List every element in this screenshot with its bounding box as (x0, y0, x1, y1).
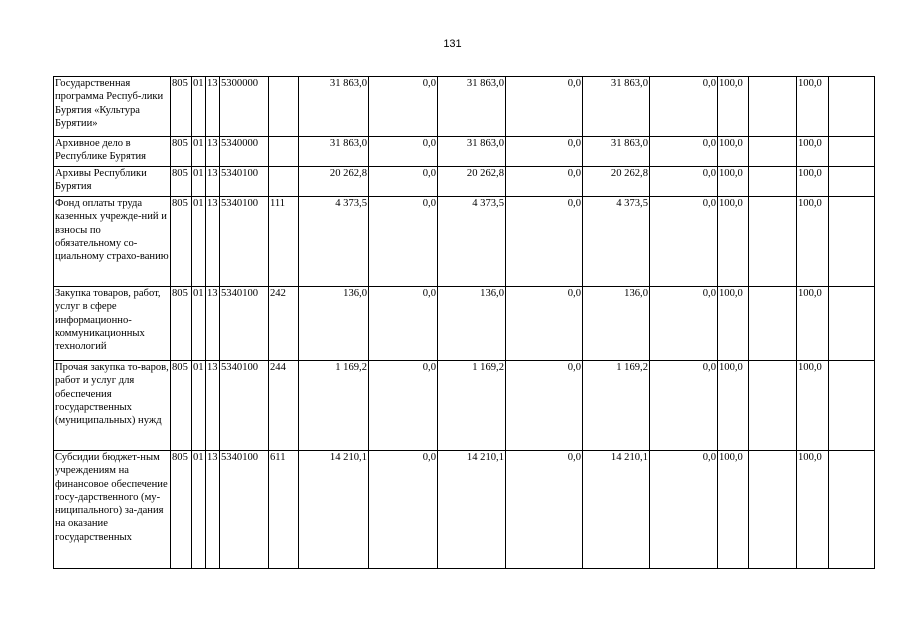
adjusted-amount: 1 169,2 (438, 361, 506, 451)
approved-amount: 31 863,0 (299, 77, 369, 137)
executed-federal-amount: 0,0 (650, 137, 718, 167)
table-row (54, 451, 875, 569)
expense-type-code: 111 (269, 197, 299, 287)
approved-amount: 4 373,5 (299, 197, 369, 287)
section-code: 01 (192, 287, 206, 361)
adjusted-federal-amount: 0,0 (506, 137, 583, 167)
execution-percent: 100,0 (718, 287, 749, 361)
adjusted-federal-amount: 0,0 (506, 287, 583, 361)
execution-percent: 100,0 (718, 451, 749, 569)
table-row (54, 167, 875, 197)
adjusted-amount: 14 210,1 (438, 451, 506, 569)
executed-amount: 31 863,0 (583, 77, 650, 137)
subsection-code: 13 (206, 451, 220, 569)
executed-federal-amount: 0,0 (650, 167, 718, 197)
subsection-code: 13 (206, 77, 220, 137)
approved-federal-amount: 0,0 (369, 77, 438, 137)
ved-code: 805 (171, 361, 192, 451)
adjusted-federal-amount: 0,0 (506, 197, 583, 287)
execution-percent: 100,0 (718, 77, 749, 137)
executed-amount: 136,0 (583, 287, 650, 361)
execution-federal-percent (749, 361, 797, 451)
row-name: Фонд оплаты труда казенных учрежде-ний и взносы по обязательному со-циальному страхо-ванию (54, 197, 171, 287)
executed-amount: 14 210,1 (583, 451, 650, 569)
subsection-code: 13 (206, 361, 220, 451)
approved-amount: 20 262,8 (299, 167, 369, 197)
executed-amount: 31 863,0 (583, 137, 650, 167)
execution-federal-percent (749, 137, 797, 167)
row-name: Закупка товаров, работ, услуг в сфере информационно-коммуникационных технологий (54, 287, 171, 361)
execution-percent: 100,0 (718, 197, 749, 287)
subsection-code: 13 (206, 287, 220, 361)
execution-percent: 100,0 (718, 361, 749, 451)
expense-type-code (269, 77, 299, 137)
table-row (54, 287, 875, 361)
adjusted-federal-amount: 0,0 (506, 451, 583, 569)
adjusted-federal-amount: 0,0 (506, 167, 583, 197)
adjusted-amount: 31 863,0 (438, 137, 506, 167)
subsection-code: 13 (206, 197, 220, 287)
execution-percent-adjusted: 100,0 (797, 77, 829, 137)
executed-federal-amount: 0,0 (650, 197, 718, 287)
execution-federal-percent (749, 451, 797, 569)
empty-cell (829, 451, 875, 569)
execution-percent: 100,0 (718, 167, 749, 197)
ved-code: 805 (171, 197, 192, 287)
empty-cell (829, 361, 875, 451)
execution-percent-adjusted: 100,0 (797, 137, 829, 167)
empty-cell (829, 167, 875, 197)
execution-federal-percent (749, 167, 797, 197)
table-row (54, 137, 875, 167)
approved-amount: 136,0 (299, 287, 369, 361)
execution-federal-percent (749, 197, 797, 287)
ved-code: 805 (171, 137, 192, 167)
subsection-code: 13 (206, 167, 220, 197)
executed-federal-amount: 0,0 (650, 287, 718, 361)
approved-amount: 1 169,2 (299, 361, 369, 451)
page-number: 131 (443, 38, 462, 50)
approved-federal-amount: 0,0 (369, 137, 438, 167)
row-name: Государственная программа Респуб-лики Бурятия «Культура Бурятии» (54, 77, 171, 137)
approved-federal-amount: 0,0 (369, 287, 438, 361)
adjusted-amount: 20 262,8 (438, 167, 506, 197)
ved-code: 805 (171, 77, 192, 137)
expense-type-code (269, 137, 299, 167)
executed-federal-amount: 0,0 (650, 77, 718, 137)
execution-percent-adjusted: 100,0 (797, 287, 829, 361)
empty-cell (829, 287, 875, 361)
section-code: 01 (192, 77, 206, 137)
expense-type-code: 242 (269, 287, 299, 361)
execution-percent-adjusted: 100,0 (797, 167, 829, 197)
executed-amount: 1 169,2 (583, 361, 650, 451)
target-article-code: 5340100 (220, 197, 269, 287)
executed-federal-amount: 0,0 (650, 361, 718, 451)
target-article-code: 5340100 (220, 287, 269, 361)
row-name: Архивы Республики Бурятия (54, 167, 171, 197)
target-article-code: 5340100 (220, 451, 269, 569)
executed-federal-amount: 0,0 (650, 451, 718, 569)
ved-code: 805 (171, 167, 192, 197)
adjusted-amount: 31 863,0 (438, 77, 506, 137)
expense-type-code: 611 (269, 451, 299, 569)
approved-federal-amount: 0,0 (369, 197, 438, 287)
empty-cell (829, 77, 875, 137)
section-code: 01 (192, 167, 206, 197)
row-name: Субсидии бюджет-ным учреждениям на финансовое обеспечение госу-дарственного (му-ниципального) за-дания на оказание государственных (54, 451, 171, 569)
table-row (54, 361, 875, 451)
execution-percent: 100,0 (718, 137, 749, 167)
adjusted-amount: 136,0 (438, 287, 506, 361)
ved-code: 805 (171, 287, 192, 361)
approved-federal-amount: 0,0 (369, 167, 438, 197)
executed-amount: 20 262,8 (583, 167, 650, 197)
execution-percent-adjusted: 100,0 (797, 197, 829, 287)
row-name: Архивное дело в Республике Бурятия (54, 137, 171, 167)
expense-type-code: 244 (269, 361, 299, 451)
execution-percent-adjusted: 100,0 (797, 451, 829, 569)
ved-code: 805 (171, 451, 192, 569)
expense-type-code (269, 167, 299, 197)
target-article-code: 5300000 (220, 77, 269, 137)
section-code: 01 (192, 361, 206, 451)
executed-amount: 4 373,5 (583, 197, 650, 287)
target-article-code: 5340100 (220, 361, 269, 451)
empty-cell (829, 197, 875, 287)
subsection-code: 13 (206, 137, 220, 167)
row-name: Прочая закупка то-варов, работ и услуг для обеспечения государственных (муниципальных) нужд (54, 361, 171, 451)
empty-cell (829, 137, 875, 167)
section-code: 01 (192, 451, 206, 569)
approved-amount: 14 210,1 (299, 451, 369, 569)
budget-table (53, 76, 875, 569)
table-row (54, 77, 875, 137)
section-code: 01 (192, 197, 206, 287)
target-article-code: 5340100 (220, 167, 269, 197)
execution-federal-percent (749, 287, 797, 361)
table-row (54, 197, 875, 287)
execution-percent-adjusted: 100,0 (797, 361, 829, 451)
execution-federal-percent (749, 77, 797, 137)
approved-amount: 31 863,0 (299, 137, 369, 167)
adjusted-amount: 4 373,5 (438, 197, 506, 287)
approved-federal-amount: 0,0 (369, 451, 438, 569)
approved-federal-amount: 0,0 (369, 361, 438, 451)
section-code: 01 (192, 137, 206, 167)
adjusted-federal-amount: 0,0 (506, 361, 583, 451)
target-article-code: 5340000 (220, 137, 269, 167)
adjusted-federal-amount: 0,0 (506, 77, 583, 137)
